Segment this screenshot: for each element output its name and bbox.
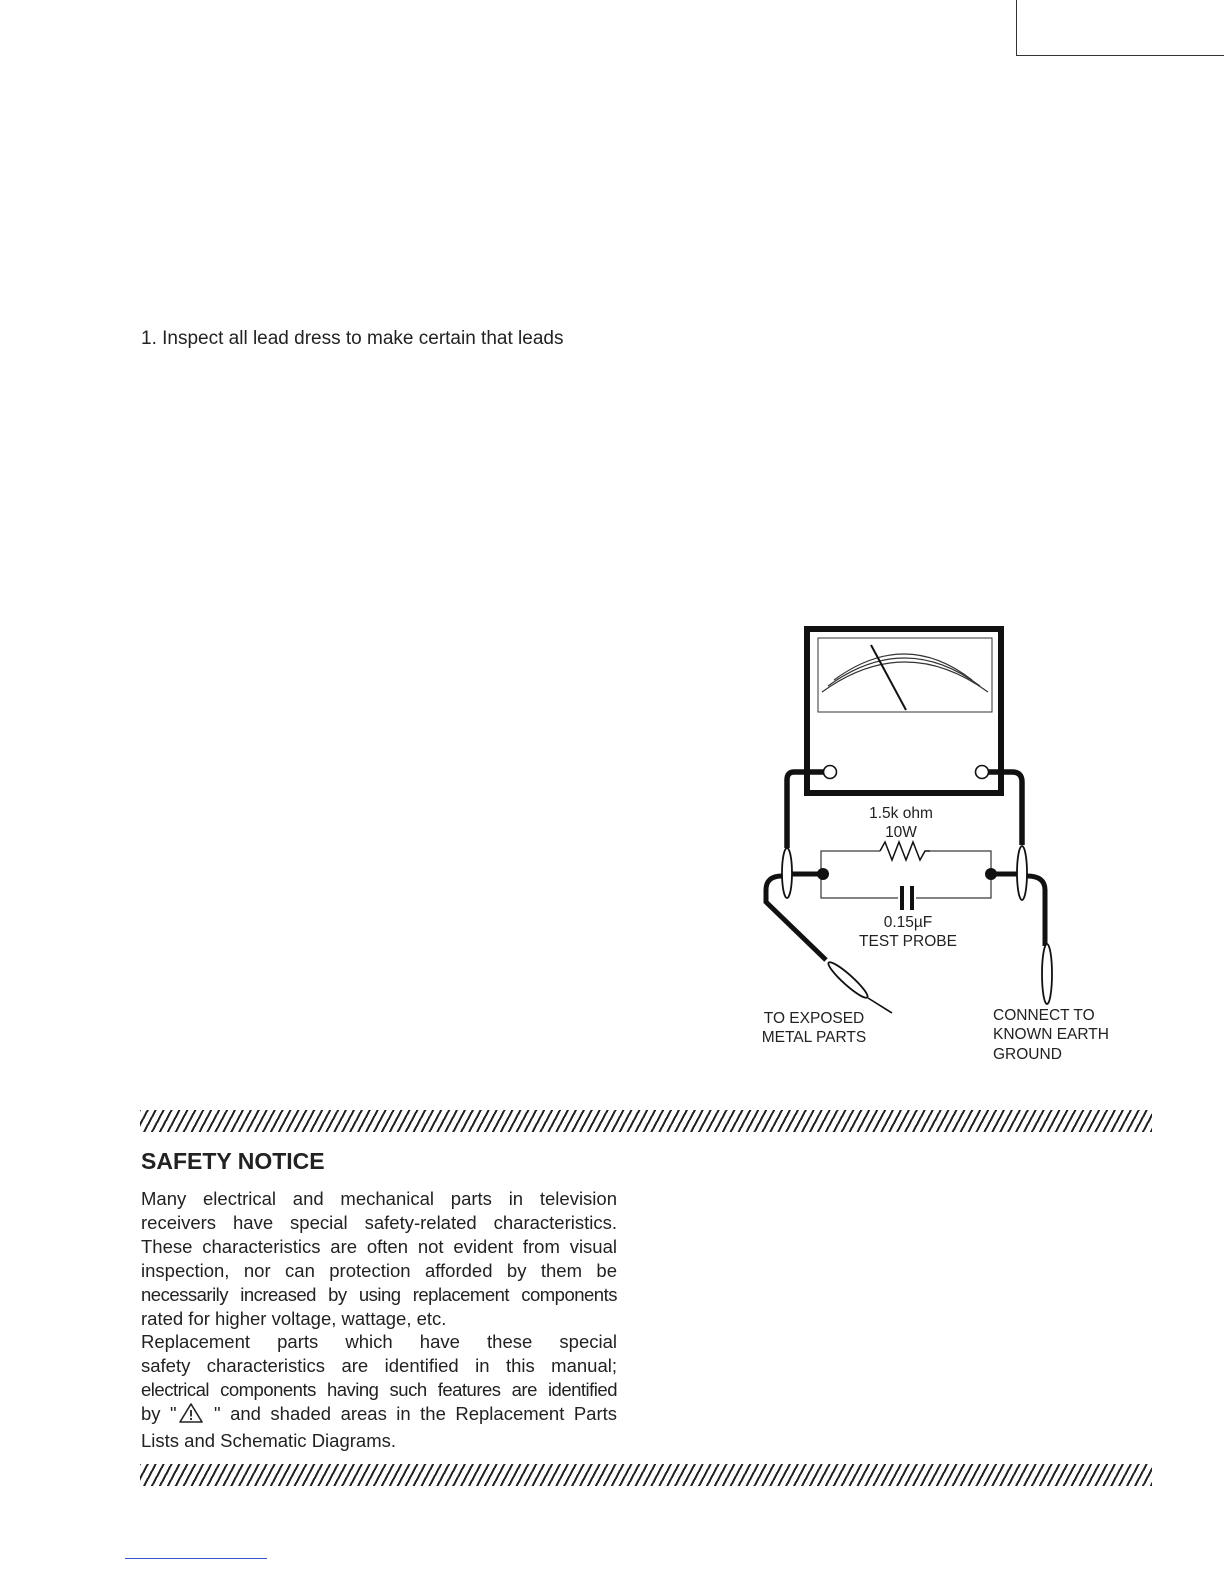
capacitor-plate-left [900, 886, 904, 910]
meter-scale-arc-1 [822, 662, 988, 692]
notice-line-4: inspection, nor can protection afforded by them be [141, 1259, 617, 1281]
corner-frame [1016, 0, 1224, 56]
notice-line-5: necessarily increased by using replacement components [141, 1283, 617, 1305]
right-junction [985, 868, 997, 880]
notice-line-7: Replacement parts which have these special [141, 1331, 617, 1353]
notice-line-9: electrical components having such features are identified [141, 1379, 617, 1401]
footer-link-underline[interactable] [125, 1558, 267, 1559]
warn-suffix: " and shaded areas in the Replacement Parts [204, 1403, 617, 1425]
notice-line-2: receivers have special safety-related characteristics. [141, 1211, 617, 1233]
capacitor-plate-right [910, 886, 914, 910]
exposed-metal-label-2: METAL PARTS [761, 1029, 867, 1046]
resistor-wattage-label: 10W [885, 824, 917, 841]
capacitor-value-label: 0.15µF [883, 914, 933, 931]
safety-notice-title: SAFETY NOTICE [141, 1148, 325, 1174]
exposed-metal-label-1: TO EXPOSED [763, 1010, 865, 1027]
earth-ground-label-2: KNOWN EARTH [993, 1026, 1109, 1043]
right-meter-lead [988, 772, 1022, 845]
warning-triangle-icon [179, 1403, 203, 1429]
left-terminal [824, 766, 837, 779]
right-terminal [976, 766, 989, 779]
warn-prefix: by " [141, 1403, 177, 1425]
right-lead-connector [1017, 846, 1027, 900]
left-probe-cable [766, 876, 826, 960]
leakage-test-diagram [740, 620, 1140, 1080]
left-lead-connector [782, 848, 792, 898]
ground-clip [1042, 944, 1052, 1004]
test-probe-label: TEST PROBE [859, 933, 957, 950]
notice-line-11: Lists and Schematic Diagrams. [141, 1430, 396, 1452]
notice-line-1: Many electrical and mechanical parts in television [141, 1188, 617, 1209]
hatched-rule-bottom [140, 1464, 1152, 1486]
left-junction [817, 868, 829, 880]
notice-line-3: These characteristics are often not evident from visual [141, 1235, 617, 1257]
hatched-rule-top [140, 1110, 1152, 1132]
notice-line-10 [141, 1402, 617, 1429]
instruction-item-1: 1. Inspect all lead dress to make certain that leads [141, 328, 564, 349]
right-ground-cable [1027, 876, 1045, 946]
earth-ground-label-3: GROUND [993, 1046, 1062, 1063]
resistor-value-label: 1.5k ohm [869, 805, 933, 822]
notice-line-6: rated for higher voltage, wattage, etc. [141, 1307, 447, 1329]
earth-ground-label-1: CONNECT TO [993, 1007, 1095, 1024]
test-probe-handle [825, 959, 870, 1001]
safety-notice-body [141, 1187, 617, 1453]
notice-line-8: safety characteristics are identified in this manual; [141, 1355, 617, 1377]
